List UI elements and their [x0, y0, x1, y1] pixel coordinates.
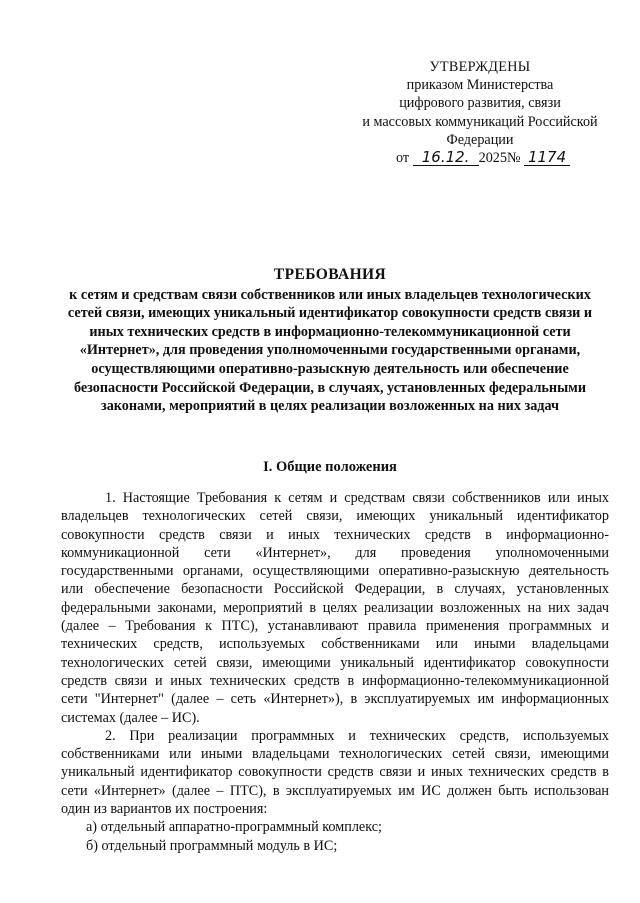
approval-line: Федерации	[446, 131, 514, 148]
date-year: 2025	[478, 150, 507, 167]
approval-stamp	[330, 58, 630, 167]
approval-line: и массовых коммуникаций Российской	[362, 113, 598, 130]
document-body	[61, 489, 609, 855]
title-heading: ТРЕБОВАНИЯ	[273, 266, 387, 283]
handwritten-number: 1174	[524, 150, 570, 166]
section-heading: I. Общие положения	[263, 459, 397, 475]
date-prefix: от	[395, 150, 410, 167]
handwritten-date: 16.12.	[413, 150, 479, 166]
title-subtitle: к сетям и средствам связи собственников или иных владельцев технологических сетей связи, имеющих уникальный идентификатор совокупности средств связи и иных технических средств в информационно-телекоммуникационной сети «Интернет», для проведения уполномоченными государственными органами, осуществляющими оперативно-разыскную деятельность или обеспечение безопасности Российской Федерации, в случаях, установленных федеральными законами, мероприятий в целях реализации возложенных на них задач	[67, 286, 593, 415]
number-sign: №	[506, 150, 521, 167]
paragraph-1: 1. Настоящие Требования к сетям и средствам связи собственников или иных владельцев технологических сетей связи, имеющих уникальный идентификатор совокупности средств связи и иных технических средств в информационно-коммуникационной сети «Интернет», для проведения уполномоченными государственными органами, осуществляющими оперативно-разыскную деятельность или обеспечение безопасности Российской Федерации, в случаях, установленных федеральными законами, мероприятий в целях реализации возложенных на них задач (далее – Требования к ПТС), устанавливают правила применения программных и технических средств, используемых собственниками или иными владельцами технологических сетей связи, имеющими уникальный идентификатор совокупности средств связи и иных технических средств в информационно-телекоммуникационной сети "Интернет" (далее – сеть «Интернет»), в эксплуатируемых им информационных системах (далее – ИС).	[61, 490, 609, 726]
approval-date-line	[336, 149, 630, 167]
list-item-b: б) отдельный программный модуль в ИС;	[86, 837, 338, 854]
approval-line: приказом Министерства	[406, 77, 554, 94]
list-item-a: а) отдельный аппаратно-программный комплекс;	[86, 819, 382, 836]
paragraph-2: 2. При реализации программных и технических средств, используемых собственниками или иными владельцами технологических сетей связи, имеющими уникальный идентификатор совокупности средств связи и иных технических средств в сети «Интернет» (далее – ПТС), в эксплуатируемых им ИС должен быть использован один из вариантов их построения:	[61, 727, 609, 818]
approval-heading: УТВЕРЖДЕНЫ	[429, 59, 531, 75]
approval-line: цифрового развития, связи	[399, 95, 561, 112]
document-title	[52, 266, 608, 416]
